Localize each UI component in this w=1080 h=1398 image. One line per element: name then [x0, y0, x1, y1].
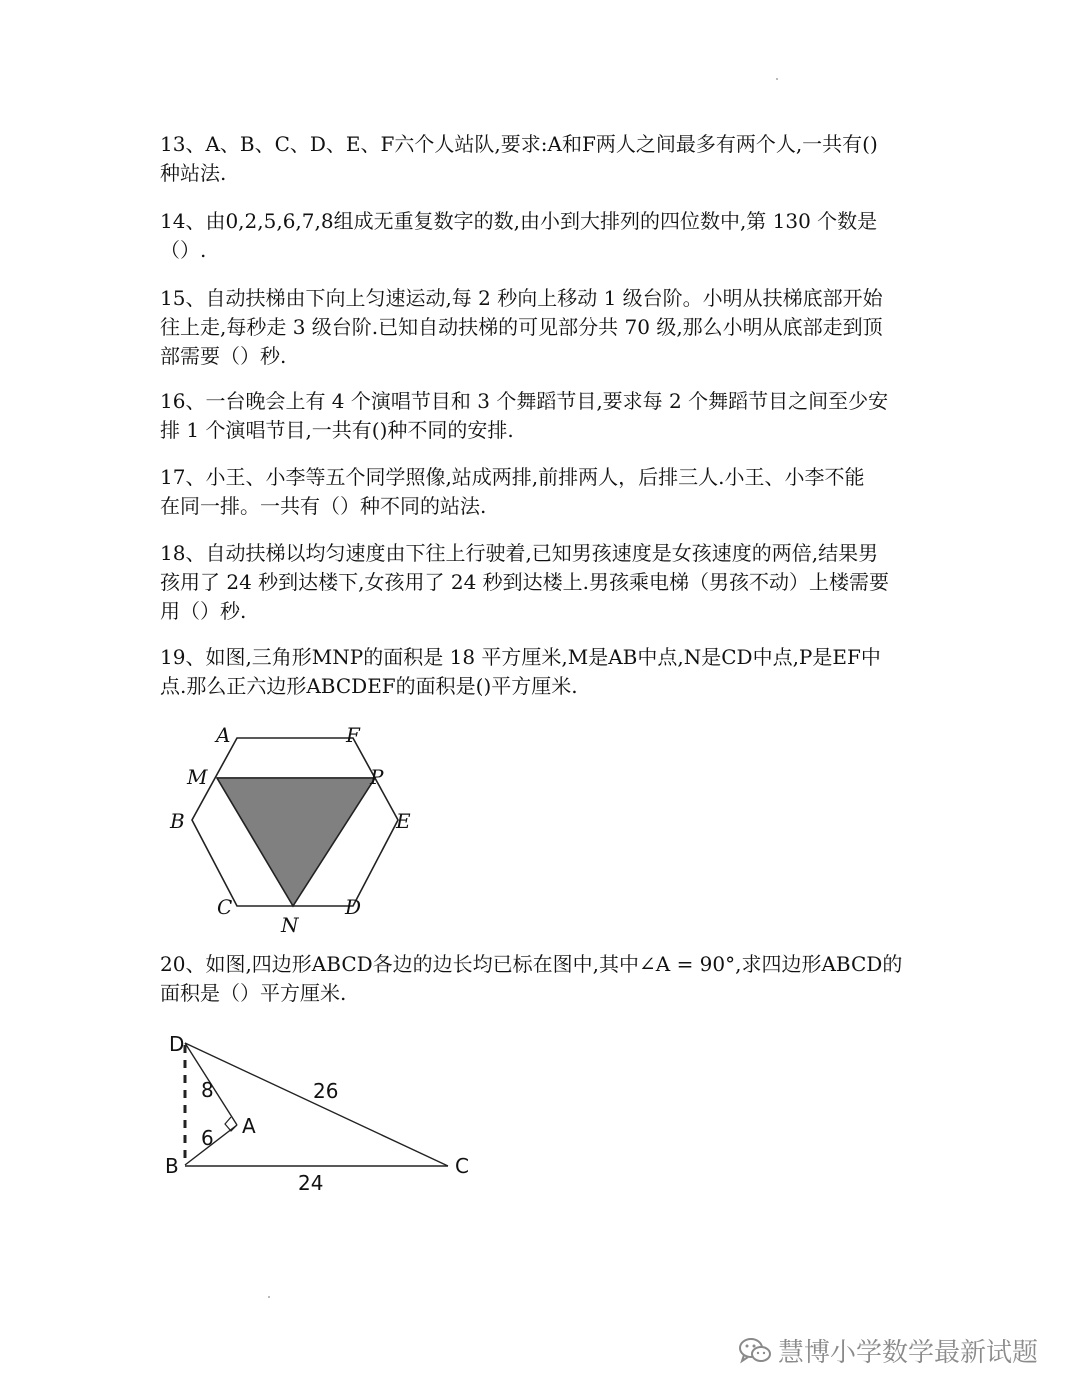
label-B: B: [170, 809, 185, 833]
problem-15-line-1: 15、自动扶梯由下向上匀速运动,每 2 秒向上移动 1 级台阶。小明从扶梯底部开始: [160, 286, 883, 310]
problem-16-line-1: 16、一台晚会上有 4 个演唱节目和 3 个舞蹈节目,要求每 2 个舞蹈节目之间至少安: [160, 389, 889, 413]
problem-19-line-1: 19、如图,三角形MNP的面积是 18 平方厘米,M是AB中点,N是CD中点,P是EF中: [160, 645, 881, 669]
problem-15-line-3: 部需要（）秒.: [160, 344, 287, 368]
problem-16: [160, 387, 930, 445]
label-M: M: [187, 765, 208, 789]
watermark-text: 慧博小学数学最新试题: [778, 1338, 1039, 1368]
problem-17-line-2: 在同一排。一共有（）种不同的站法.: [160, 494, 487, 518]
hexagon-figure: [160, 718, 430, 938]
problem-13-line-1: 13、A、B、C、D、E、F六个人站队,要求:A和F两人之间最多有两个人,一共有(): [160, 132, 878, 156]
triangle-mnp: [217, 778, 375, 906]
problem-18-line-1: 18、自动扶梯以均匀速度由下往上行驶着,已知男孩速度是女孩速度的两倍,结果男: [160, 541, 879, 565]
label-D: D: [169, 1032, 185, 1056]
problem-20-line-2: 面积是（）平方厘米.: [160, 981, 347, 1005]
problem-18: [160, 539, 930, 626]
label-F: F: [346, 723, 360, 747]
problem-13: [160, 130, 930, 188]
label-edge-da: 8: [201, 1078, 214, 1102]
label-E: E: [396, 809, 411, 833]
problem-15-line-2: 往上走,每秒走 3 级台阶.已知自动扶梯的可见部分共 70 级,那么小明从底部走到顶: [160, 315, 883, 339]
label-edge-ab: 6: [201, 1126, 214, 1150]
quadrilateral-figure: [160, 1025, 490, 1205]
problem-17-line-1: 17、小王、小李等五个同学照像,站成两排,前排两人，后排三人.小王、小李不能: [160, 465, 865, 489]
problem-16-line-2: 排 1 个演唱节目,一共有()种不同的安排.: [160, 418, 514, 442]
watermark: [738, 1332, 1038, 1369]
problem-13-line-2: 种站法.: [160, 161, 227, 185]
problem-14-line-1: 14、由0,2,5,6,7,8组成无重复数字的数,由小到大排列的四位数中,第 130 个数是: [160, 209, 878, 233]
wechat-icon: [738, 1336, 772, 1366]
problem-18-line-2: 孩用了 24 秒到达楼下,女孩用了 24 秒到达楼上.男孩乘电梯（男孩不动）上楼需要: [160, 570, 890, 594]
label-B: B: [165, 1154, 179, 1178]
problem-15: [160, 284, 930, 371]
problem-19-line-2: 点.那么正六边形ABCDEF的面积是()平方厘米.: [160, 674, 578, 698]
label-A: A: [216, 723, 231, 747]
label-P: P: [370, 765, 384, 789]
label-edge-dc: 26: [313, 1079, 339, 1103]
problem-18-line-3: 用（）秒.: [160, 599, 247, 623]
problem-19: [160, 643, 930, 701]
label-A: A: [242, 1114, 256, 1138]
problem-20-line-1: 20、如图,四边形ABCD各边的边长均已标在图中,其中∠A = 90°,求四边形ABCD的: [160, 952, 903, 976]
problem-14: [160, 207, 930, 265]
problem-20: [160, 950, 930, 1008]
label-C: C: [455, 1154, 469, 1178]
label-edge-bc: 24: [298, 1171, 324, 1195]
problem-14-line-2: （）.: [160, 238, 207, 262]
label-D: D: [345, 895, 362, 919]
problem-17: [160, 463, 930, 521]
label-C: C: [217, 895, 233, 919]
label-N: N: [281, 913, 299, 937]
